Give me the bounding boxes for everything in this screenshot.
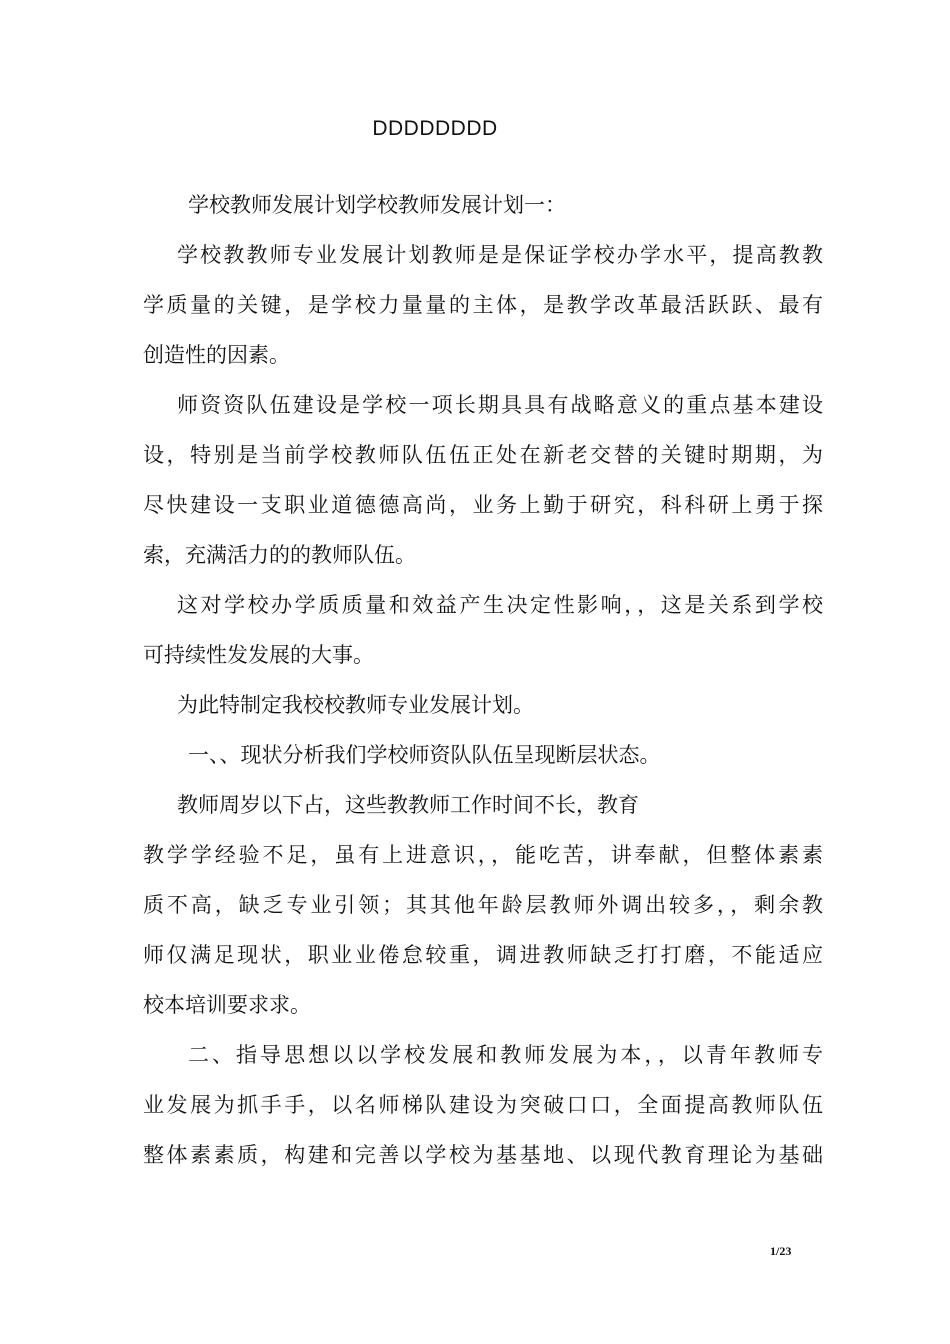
text-line: 可持续性发发展的大事。 (143, 643, 374, 667)
text-line: 一、、现状分析我们学校师资队队伍呈现断层状态。 (188, 743, 661, 767)
text-line: 二、指导思想以以学校发展和教师发展为本，，以青年教师专 (188, 1043, 823, 1067)
text-line: 索，充满活力的的教师队伍。 (143, 543, 416, 567)
text-line: 教学学经验不足，虽有上进意识，，能吃苦，讲奉献，但整体素素 (143, 843, 823, 867)
text-line: 这对学校办学质质量和效益产生决定性影响，，这是关系到学校 (177, 593, 823, 617)
text-line: 校本培训要求求。 (143, 993, 311, 1017)
text-line: 创造性的因素。 (143, 343, 290, 367)
text-line: 尽快建设一支职业道德德高尚，业务上勤于研究，科科研上勇于探 (143, 493, 823, 517)
text-line: 学质量的关键，是学校力量量的主体，是教学改革最活跃跃、最有 (143, 293, 823, 317)
text-line: 整体素素质，构建和完善以学校为基基地、以现代教育理论为基础 (143, 1143, 823, 1167)
document-body (143, 190, 823, 1190)
page-number: 1/23 (770, 1244, 792, 1258)
text-line: 师资资队伍建设是学校一项长期具具有战略意义的重点基本建设 (177, 393, 823, 417)
text-line: 质不高，缺乏专业引领；其其他年龄层教师外调出较多，，剩余教 (143, 893, 823, 917)
text-line: 设，特别是当前学校教师队伍伍正处在新老交替的关键时期期，为 (143, 443, 823, 467)
page-header: DDDDDDDD (372, 117, 498, 140)
text-line: 学校教教师专业发展计划教师是是保证学校办学水平，提高教教 (177, 243, 823, 267)
text-line: 业发展为抓手手，以名师梯队建设为突破口口，全面提高教师队伍 (143, 1093, 823, 1117)
text-line: 师仅满足现状，职业业倦怠较重，调进教师缺乏打打磨，不能适应 (143, 943, 823, 967)
text-line: 学校教师发展计划学校教师发展计划一： (188, 193, 566, 217)
text-line: 教师周岁以下占，这些教教师工作时间不长，教育 (177, 793, 639, 817)
text-line: 为此特制定我校校教师专业发展计划。 (177, 693, 534, 717)
